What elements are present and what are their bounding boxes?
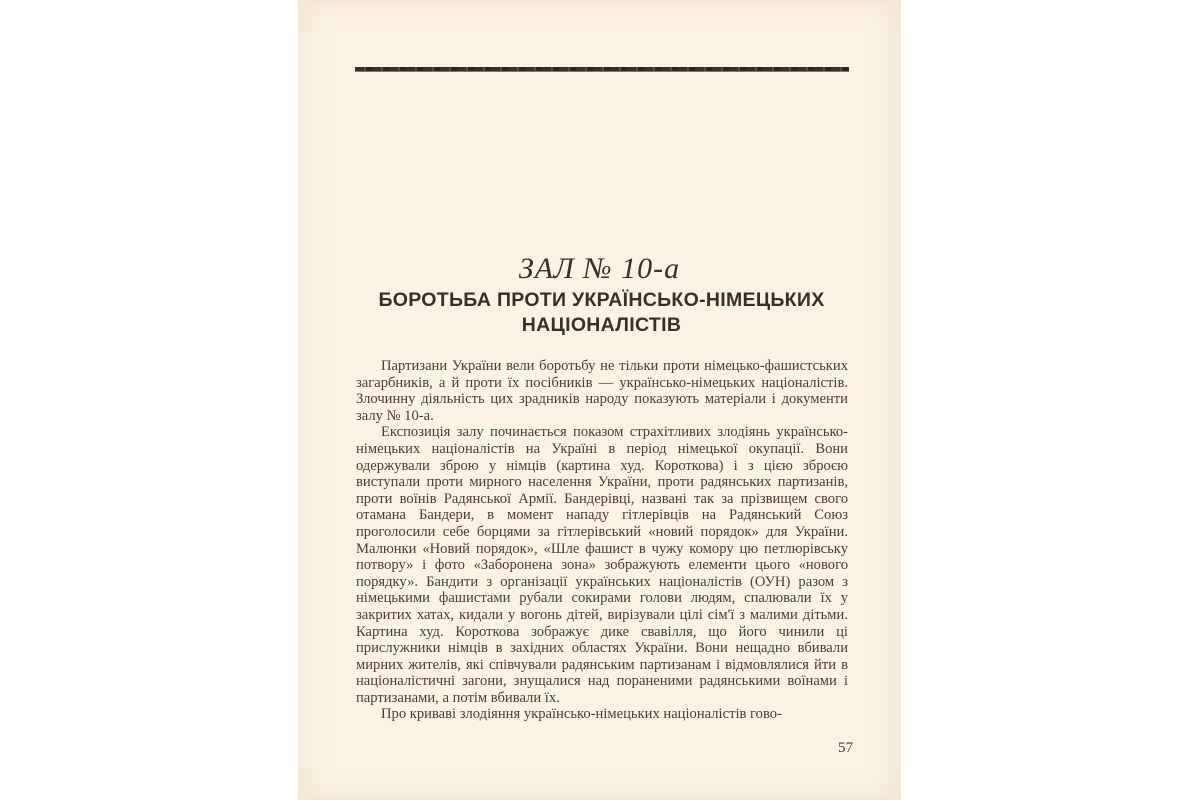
paragraph: Партизани України вели боротьбу не тільки проти німецько-фашистських загарбників, а й проти їх посібників — українсько-німецьких націоналістів. Злочинну діяльність цих зрадників народу показують матеріали і документи залу № 10-а.	[356, 358, 848, 424]
paragraph: Експозиція залу починається показом страхітливих злодіянь українсько-німецьких націоналістів на Україні в період німецької окупації. Вони одержували зброю у німців (картина худ. Короткова) і з цією зброєю виступали проти мирного населення України, проти радянських партизанів, проти воїнів Радянської Армії. Бандерівці, названі так за прізвищем свого отамана Бандери, в момент нападу гітлерівців на Радянський Союз проголосили себе борцями за гітлерівський «новий порядок» для України. Малюнки «Новий порядок», «Шле фашист в чужу комору цю петлюрівську потвору» і фото «Заборонена зона» зображують елементи цього «нового порядку». Бандити з організації українських націоналістів (ОУН) разом з німецькими фашистами рубали сокирами голови людям, спалювали їх у закритих хатах, кидали у вогонь дітей, вирізували цілі сім'ї з малими дітьми. Картина худ. Короткова зображує дике свавілля, що його чинили ці прислужники німців в західних областях України. Вони нещадно вбивали мирних жителів, які співчували радянським партизанам і відмовлялися йти в націоналістичні загони, знущалися над пораненими радянськими воїнами і партизанами, а потім вбивали їх.	[356, 424, 848, 706]
decorative-rule	[355, 67, 849, 72]
hall-title: ЗАЛ № 10-а	[518, 252, 681, 285]
section-heading: БОРОТЬБА ПРОТИ УКРАЇНСЬКО-НІМЕЦЬКИХ НАЦІОНАЛІСТІВ	[378, 289, 825, 336]
book-page	[298, 0, 901, 800]
body-text	[356, 358, 848, 723]
paragraph: Про криваві злодіяння українсько-німецьких націоналістів гово-	[381, 706, 782, 723]
page-number: 57	[838, 740, 853, 756]
